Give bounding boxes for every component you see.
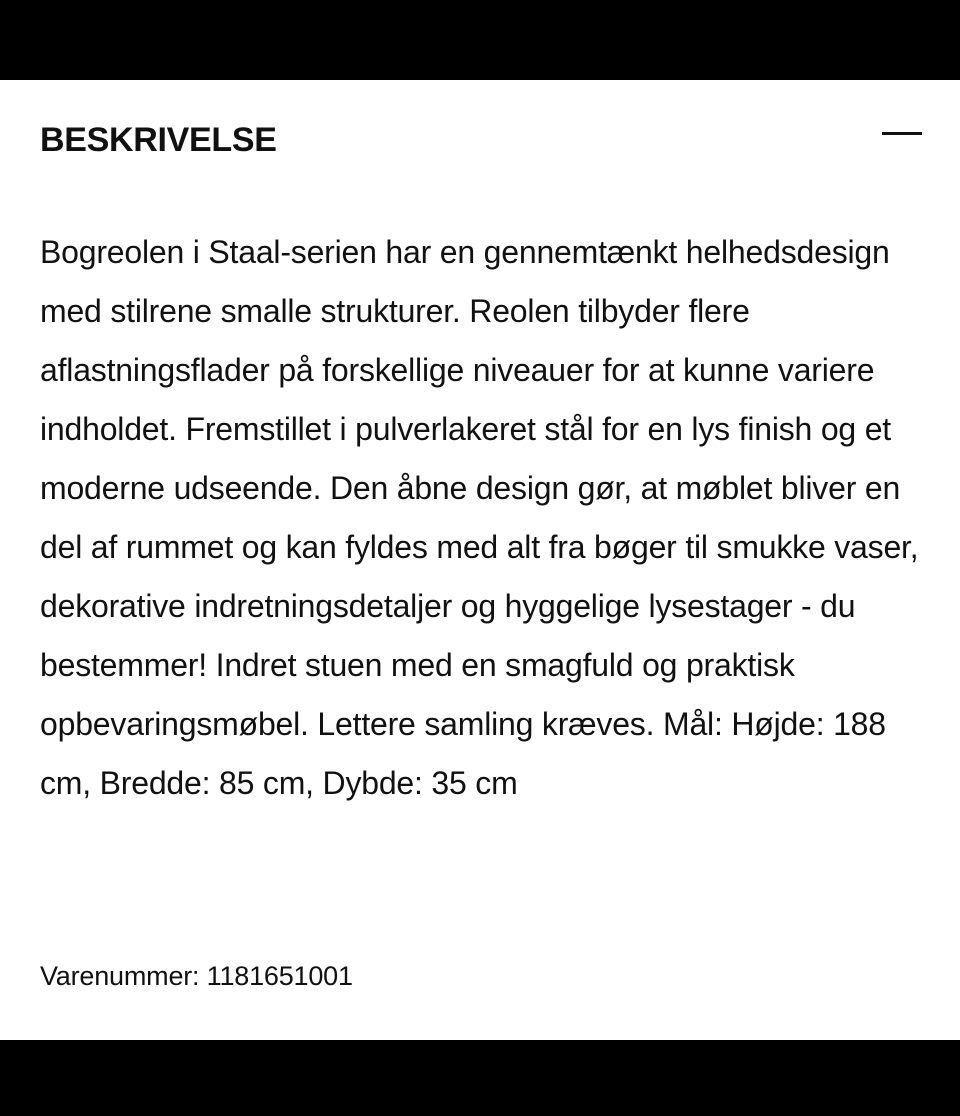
top-black-bar xyxy=(0,0,960,80)
minus-icon xyxy=(882,132,922,135)
section-title: BESKRIVELSE xyxy=(40,121,277,159)
collapse-button[interactable] xyxy=(882,124,922,144)
section-header[interactable] xyxy=(40,118,922,162)
bottom-black-bar xyxy=(0,1040,960,1116)
description-panel xyxy=(0,80,960,1040)
item-number: Varenummer: 1181651001 xyxy=(40,961,353,991)
product-description: Bogreolen i Staal-serien har en gennemtænkt helhedsdesign med stilrene smalle strukturer. Reolen tilbyder flere aflastningsflader på forskellige niveauer for at kunne variere indholdet. Fremstillet i pulverlakeret stål for en lys finish og et moderne udseende. Den åbne design gør, at møblet bliver en del af rummet og kan fyldes med alt fra bøger til smukke vaser, dekorative indretningsdetaljer og hyggelige lysestager - du bestemmer! Indret stuen med en smagfuld og praktisk opbevaringsmøbel. Lettere samling kræves. Mål: Højde: 188 cm, Bredde: 85 cm, Dybde: 35 cm xyxy=(40,234,919,801)
